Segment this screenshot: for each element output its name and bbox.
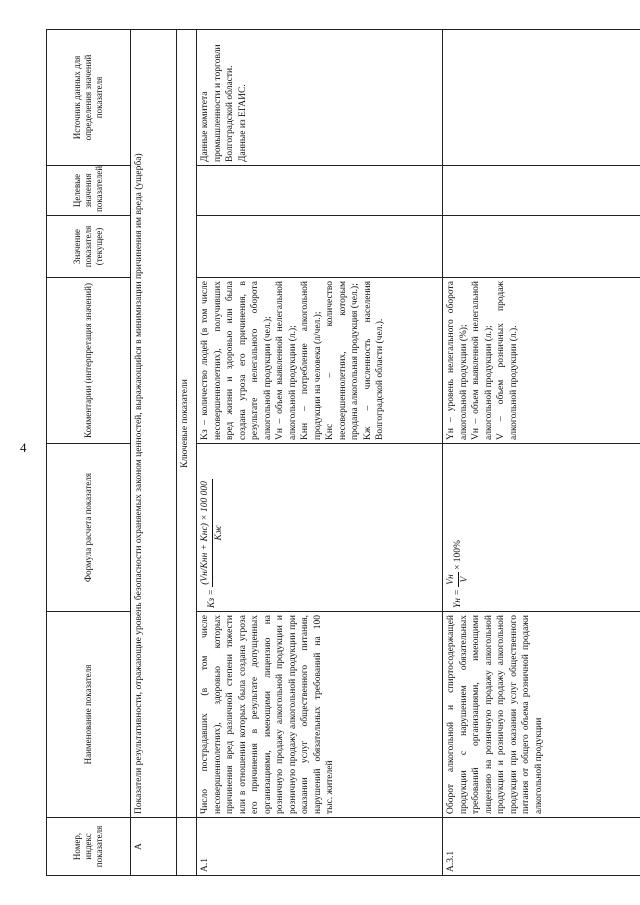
formula-numerator: (Vн/Kнн + Kнс) × 100 000: [199, 479, 213, 587]
row-source: [443, 30, 640, 166]
formula-lhs: Yн =: [453, 589, 464, 608]
key-indicators-row: [177, 30, 197, 876]
row-value: [443, 216, 640, 278]
formula-denominator: V: [459, 576, 470, 583]
indicators-table: [46, 29, 640, 876]
table-row: [443, 30, 640, 876]
formula-lhs: Kз =: [207, 589, 218, 608]
header-comment: Комментарии (интерпретация значений): [47, 278, 131, 444]
row-source: Данные комитета промышленности и торговли Волгоградской области. Данные из ЕГАИС.: [197, 30, 443, 166]
row-index: А.3.1: [443, 818, 640, 876]
row-target: [443, 166, 640, 216]
section-title: Показатели результативности, отражающие уровень безопасности охраняемых законом ценностей, выражающийся в минимизации причинения им вреда (ущерба): [131, 30, 177, 818]
formula-tail: × 100%: [453, 540, 464, 570]
row-formula: [197, 444, 443, 612]
row-name: Оборот алкогольной и спиртосодержащей продукции с нарушением обязательных требований организациями, имеющими лицензию на розничную продажу алкогольной продукции и розничную продажу алкогольной продукции при оказании услуг общественного питания от общего объема розничной продажи алкогольной продукции: [443, 612, 640, 818]
header-source: Источник данных для определения значений показателя: [47, 30, 131, 166]
header-index: Номер, индекс показателя: [47, 818, 131, 876]
header-value: Значение показателя (текущее): [47, 216, 131, 278]
row-comment: Yн – уровень нелегального оборота алкогольной продукции (%); Vн – объем выявленной нелегальной алкогольной продукции (л.); V – объем розничных продаж алкогольной продукции (л.).: [443, 278, 640, 444]
section-row: [131, 30, 177, 876]
page-number: 4: [20, 440, 27, 455]
row-value: [197, 216, 443, 278]
row-comment: Kз – количество людей (в том числе несовершеннолетних), получивших вред жизни и здоровью или была создана угроза его причинения, в результате нелегального оборота алкогольной продукции (чел.); Vн – объем выявленной нелегальной алкогольной продукции (л.); Kнн – потребление алкогольной продукции на человека (л/чел.); Kнс – количество несовершеннолетних, которым продана алкогольная продукция (чел.); Kж – численность населения Волгоградской области (чел.).: [197, 278, 443, 444]
key-indicators-empty: [177, 818, 197, 876]
formula-fraction: [445, 572, 471, 587]
formula-numerator: Vн: [445, 572, 459, 587]
header-name: Наименование показателя: [47, 612, 131, 818]
row-target: [197, 166, 443, 216]
rotated-table-container: [46, 30, 640, 876]
key-indicators-label: Ключевые показатели: [177, 30, 197, 818]
formula-fraction: [199, 479, 225, 587]
table-row: [197, 30, 443, 876]
section-index: А: [131, 818, 177, 876]
header-formula: Формула расчета показателя: [47, 444, 131, 612]
formula-denominator: Kж: [213, 525, 224, 541]
header-target: Целевые значения показателей: [47, 166, 131, 216]
row-index: А.1: [197, 818, 443, 876]
header-row: [47, 30, 131, 876]
row-name: Число пострадавших (в том числе несовершеннолетних), здоровью которых причинения вред различной степени тяжести или в отношении которых была создана угроза его причинения в результате допущенных организациями, имеющими лицензию на розничную продажу алкогольной продукции и розничную продажу алкогольной продукции при оказании услуг общественного питания, нарушений обязательных требований на 100 тыс. жителей: [197, 612, 443, 818]
row-formula: [443, 444, 640, 612]
